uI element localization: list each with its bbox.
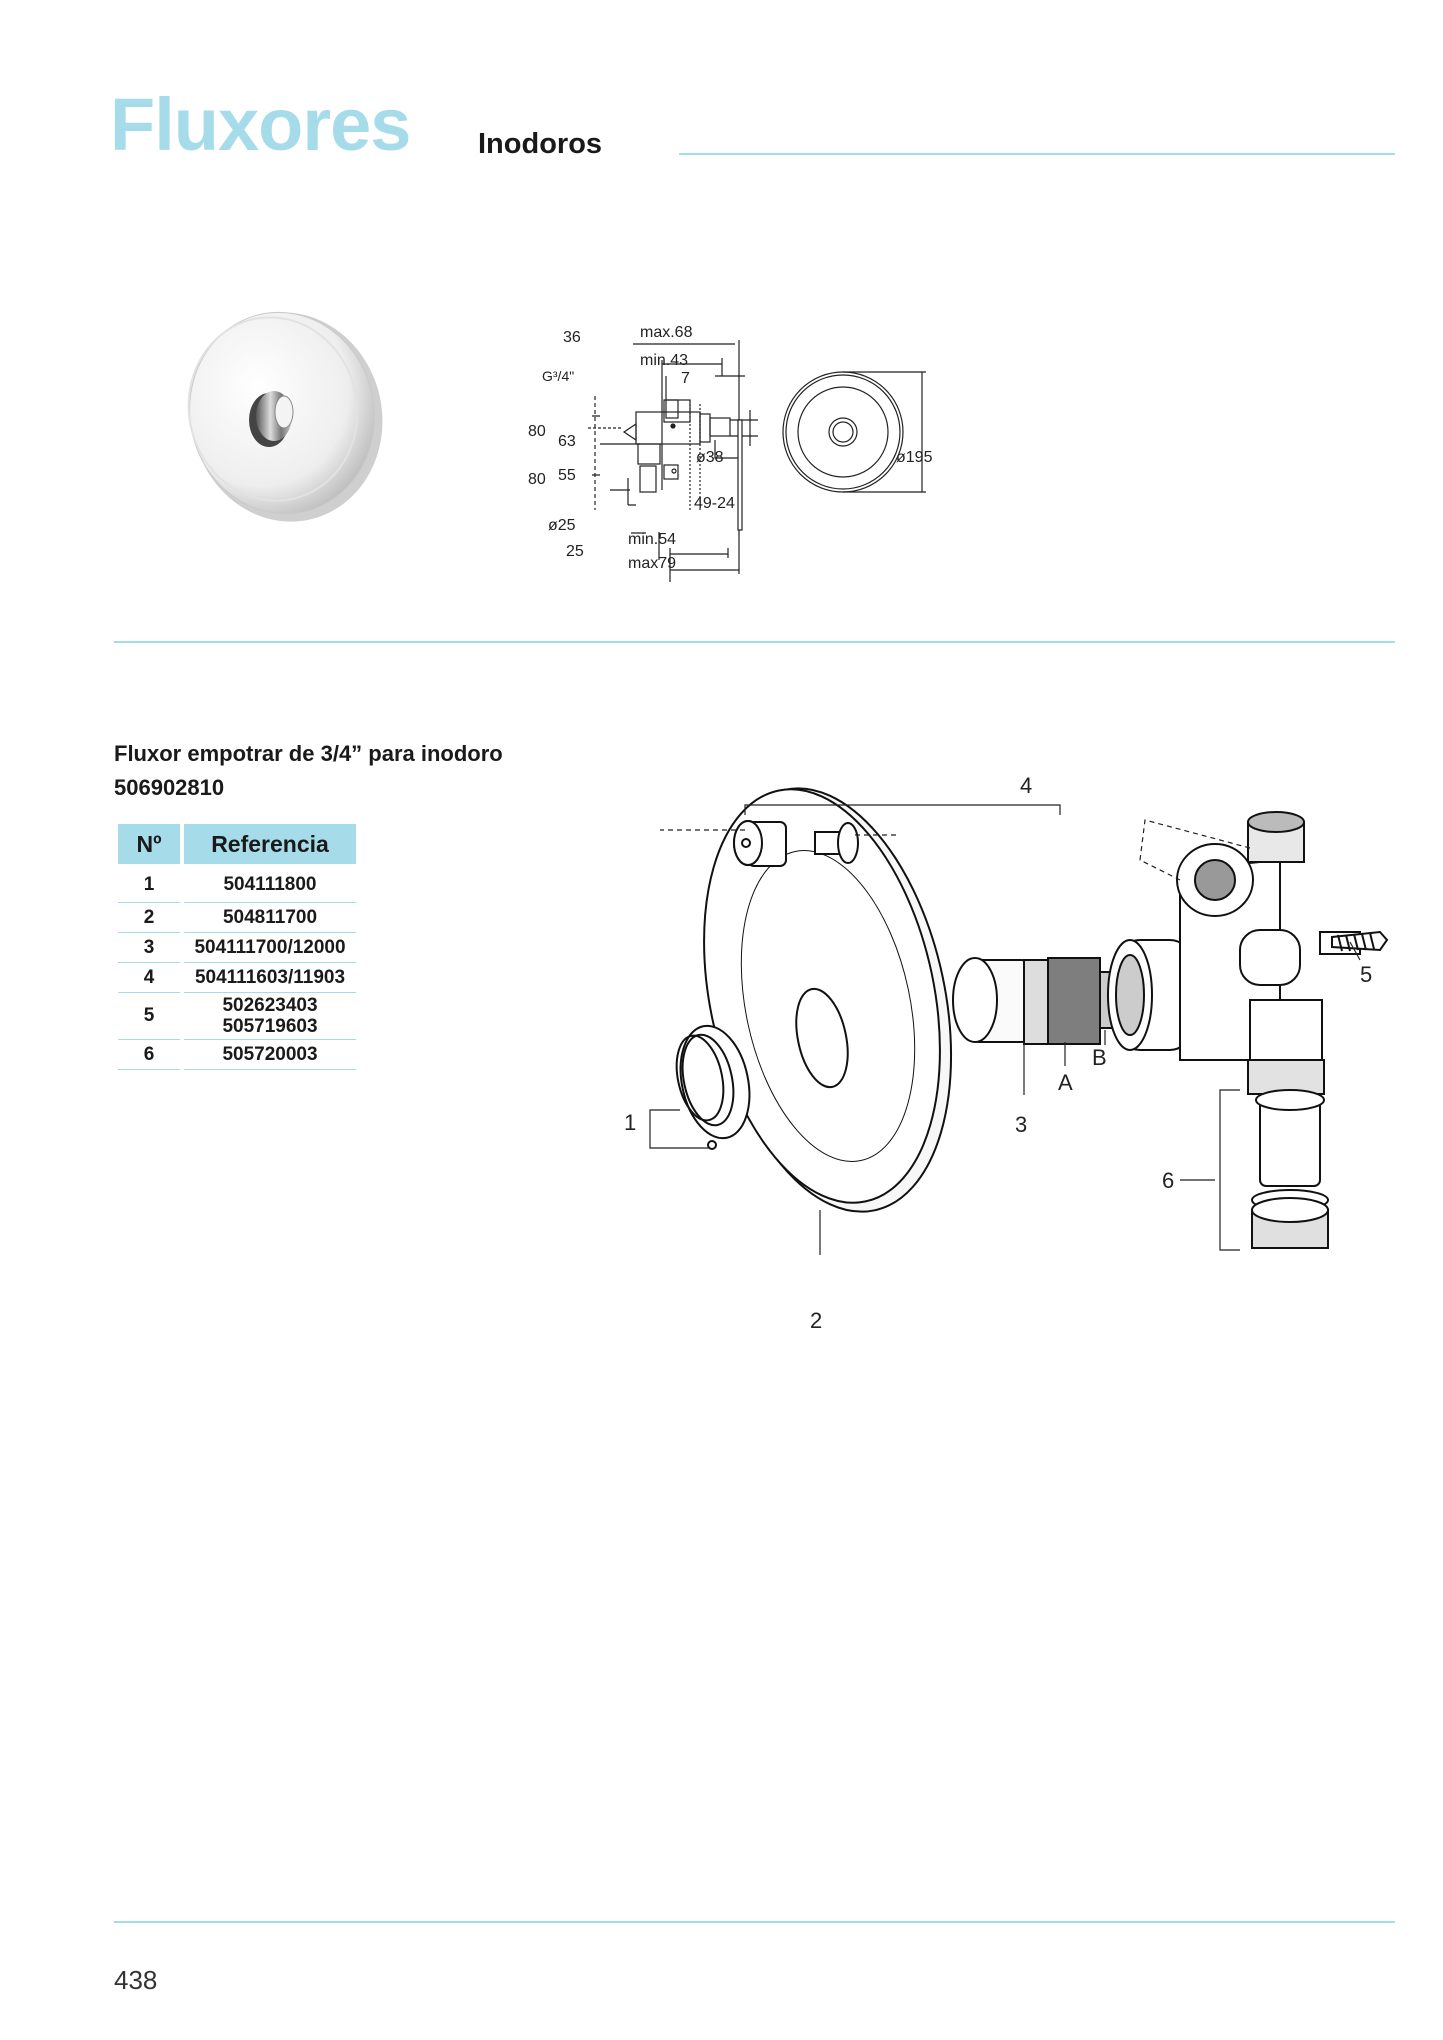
- row-reference: 505720003: [184, 1039, 356, 1070]
- row-number: 1: [143, 874, 155, 895]
- section-rule: [114, 641, 1395, 643]
- row-reference: 504111603/11903: [184, 962, 356, 992]
- row-reference-line: 502623403: [222, 995, 318, 1016]
- footer-rule: [114, 1921, 1395, 1923]
- dim-min54: min.54: [628, 531, 677, 548]
- row-number: 5: [118, 992, 180, 1039]
- table-row: [118, 902, 356, 932]
- col-reference: Referencia: [184, 824, 356, 864]
- callout-a: A: [1058, 1070, 1073, 1095]
- dim-d195: ø195: [896, 449, 933, 466]
- reference-table: [114, 824, 360, 1070]
- row-number: 2: [118, 902, 180, 932]
- row-number: 3: [118, 932, 180, 962]
- table-row: [118, 864, 356, 902]
- row-reference: 504111700/12000: [184, 932, 356, 962]
- header-rule: [679, 153, 1395, 155]
- dim-80a: 80: [528, 423, 546, 440]
- page-number: 438: [114, 1965, 158, 1995]
- dim-63: 63: [558, 433, 576, 450]
- table-row: [118, 932, 356, 962]
- dim-49-24: 49-24: [694, 495, 735, 512]
- col-number: Nº: [118, 824, 180, 864]
- dim-max68: max.68: [640, 324, 693, 341]
- table-row: [118, 1039, 356, 1070]
- dim-thread: G³/4": [542, 368, 575, 384]
- product-photo: [170, 295, 400, 535]
- callout-6: 6: [1162, 1168, 1175, 1193]
- table-row: [118, 962, 356, 992]
- product-code: 506902810: [114, 775, 225, 800]
- dim-d38: ø38: [696, 449, 724, 466]
- product-heading: [114, 737, 503, 805]
- dim-7: 7: [681, 370, 690, 387]
- callout-b: B: [1092, 1045, 1107, 1070]
- subsection-title: Inodoros: [478, 128, 603, 160]
- dim-55: 55: [558, 467, 576, 484]
- callout-5: 5: [1360, 962, 1373, 987]
- product-name: Fluxor empotrar de 3/4” para inodoro: [114, 741, 503, 766]
- row-reference-line: 505719603: [222, 1016, 318, 1037]
- row-reference: 504811700: [184, 902, 356, 932]
- dim-max79: max79: [628, 555, 677, 572]
- row-reference: 504111800: [223, 874, 317, 895]
- dim-80b: 80: [528, 471, 546, 488]
- row-reference: [184, 992, 356, 1039]
- exploded-view: [600, 760, 1420, 1340]
- row-number: 4: [118, 962, 180, 992]
- dim-36: 36: [563, 329, 581, 346]
- row-number: 6: [118, 1039, 180, 1070]
- callout-2: 2: [810, 1308, 823, 1333]
- section-title: Fluxores: [110, 83, 411, 166]
- table-row: [118, 992, 356, 1039]
- dim-min43: min.43: [640, 352, 689, 369]
- dim-25: 25: [566, 543, 584, 560]
- callout-1: 1: [624, 1110, 637, 1135]
- callout-3: 3: [1015, 1112, 1028, 1137]
- dim-d25: ø25: [548, 517, 576, 534]
- dimension-drawing: [528, 320, 960, 590]
- callout-4: 4: [1020, 773, 1033, 798]
